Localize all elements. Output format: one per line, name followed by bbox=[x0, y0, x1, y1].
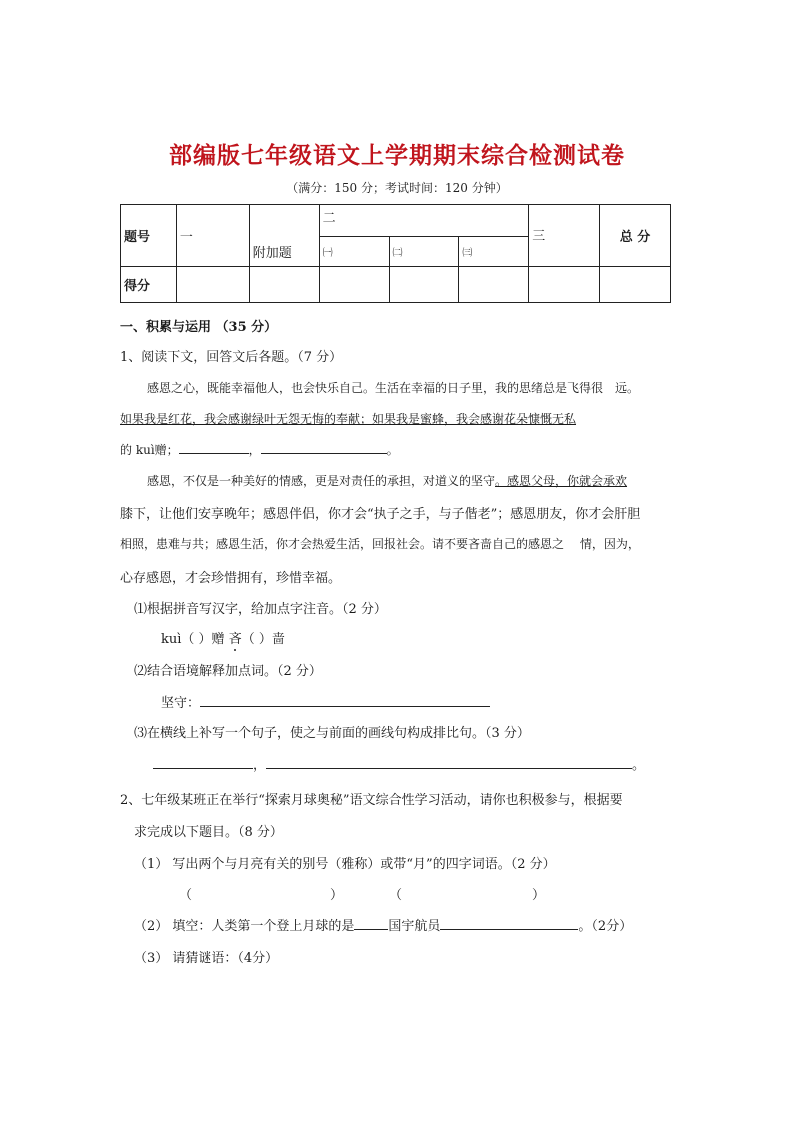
score-cell bbox=[249, 267, 319, 303]
score-cell bbox=[459, 267, 529, 303]
q1-sub3-end: 。 bbox=[632, 758, 646, 773]
passage2-line2: 膝下，让他们安享晚年；感恩伴侣，你才会“执子之手，与子偕老”；感恩朋友，你才会肝胆 bbox=[120, 507, 641, 522]
passage1-line3-comma: ， bbox=[248, 443, 261, 457]
q2-sub2-b: 国宇航员 bbox=[388, 919, 441, 934]
score-table bbox=[120, 204, 671, 303]
q2-sub2-a: （2） 填空：人类第一个登上月球的是 bbox=[134, 919, 355, 934]
passage1-line3-start: 的 kuì赠； bbox=[120, 443, 179, 457]
header-cell-number: 题号 bbox=[121, 205, 177, 267]
q2-sub1: （1） 写出两个与月亮有关的别号（雅称）或带“月”的四字词语。（2 分） bbox=[134, 857, 556, 872]
passage1-line2-underlined: 如果我是红花，我会感谢绿叶无怨无悔的奉献；如果我是蜜蜂，我会感谢花朵慷慨无私 bbox=[120, 412, 577, 426]
header-cell-sub1: ㈠ bbox=[319, 237, 389, 267]
passage2-line1-a: 感恩，不仅是一种美好的情感，更是对责任的承担，对道义的坚守 bbox=[147, 474, 496, 488]
passage1-line3-end: 。 bbox=[386, 443, 399, 457]
score-cell bbox=[389, 267, 459, 303]
q1-sub3-comma: ， bbox=[253, 758, 267, 773]
q1-sub2-answer bbox=[161, 692, 490, 711]
exam-title: 部编版七年级语文上学期期末综合检测试卷 bbox=[169, 142, 625, 169]
exam-subtitle: （满分：150 分；考试时间：120 分钟） bbox=[286, 181, 508, 195]
header-cell-part2: 二 bbox=[319, 205, 529, 237]
header-cell-bonus: 附加题 bbox=[249, 205, 319, 267]
passage2-line1 bbox=[147, 472, 627, 489]
answer-blank[interactable] bbox=[179, 441, 249, 454]
header-cell-part3: 三 bbox=[529, 205, 600, 267]
q1-sub3: ⑶在横线上补写一个句子，使之与前面的画线句构成排比句。（3 分） bbox=[134, 726, 530, 741]
q2-prompt-line1: 2、七年级某班正在举行“探索月球奥秘”语文综合性学习活动，请你也积极参与，根据要 bbox=[120, 793, 623, 808]
q1-prompt: 1、阅读下文，回答文后各题。（7 分） bbox=[120, 350, 343, 365]
score-cell bbox=[176, 267, 249, 303]
q1-sub2-answer-label: 坚守： bbox=[161, 696, 201, 711]
lin-dotted-char: 吝 bbox=[228, 632, 242, 647]
q1-sub1: ⑴根据拼音写汉字，给加点字注音。（2 分） bbox=[134, 602, 387, 617]
answer-blank[interactable] bbox=[153, 756, 253, 769]
kui-zeng-item: kuì（ ）赠 bbox=[161, 632, 225, 647]
answer-blank[interactable] bbox=[266, 756, 632, 769]
answer-blank[interactable] bbox=[354, 917, 388, 930]
header-cell-sub2: ㈡ bbox=[389, 237, 459, 267]
q2-sub3: （3） 请猜谜语：（4分） bbox=[134, 951, 279, 966]
passage1-line3 bbox=[120, 441, 399, 458]
q1-sub1-items bbox=[161, 628, 285, 647]
score-row-label: 得分 bbox=[121, 267, 177, 303]
header-cell-part1: 一 bbox=[176, 205, 249, 267]
passage1-line1: 感恩之心，既能幸福他人，也会快乐自己。生活在幸福的日子里，我的思绪总是飞得很 远。 bbox=[147, 381, 640, 395]
q2-sub1-paren-close-2: ） bbox=[532, 888, 546, 903]
score-cell bbox=[319, 267, 389, 303]
answer-blank[interactable] bbox=[261, 441, 387, 454]
section1-heading: 一、积累与运用 （35 分） bbox=[120, 320, 278, 335]
header-cell-sub3: ㈢ bbox=[459, 237, 529, 267]
q2-sub2-c: 。（2分） bbox=[578, 919, 633, 934]
answer-blank[interactable] bbox=[440, 917, 578, 930]
q2-sub2 bbox=[134, 915, 632, 934]
q1-sub3-answer bbox=[153, 754, 645, 773]
answer-blank[interactable] bbox=[200, 694, 490, 707]
q2-sub1-paren-open-2: （ bbox=[389, 888, 403, 903]
q2-sub1-paren-open-1: （ bbox=[179, 888, 193, 903]
q2-sub1-paren-close-1: ） bbox=[330, 888, 344, 903]
header-cell-total: 总 分 bbox=[600, 205, 671, 267]
passage2-line4: 心存感恩，才会珍惜拥有，珍惜幸福。 bbox=[120, 571, 342, 586]
score-cell bbox=[600, 267, 671, 303]
passage2-line1-b: 。感恩父母，你就会承欢 bbox=[495, 474, 628, 488]
q2-prompt-line2: 求完成以下题目。（8 分） bbox=[134, 825, 283, 840]
passage2-line3: 相照，患难与共；感恩生活，你才会热爱生活，回报社会。请不要吝啬自己的感恩之 情，因为， bbox=[120, 537, 640, 551]
lin-se-rest: （ ）啬 bbox=[241, 632, 285, 647]
q1-sub2: ⑵结合语境解释加点词。（2 分） bbox=[134, 664, 322, 679]
score-cell bbox=[529, 267, 600, 303]
